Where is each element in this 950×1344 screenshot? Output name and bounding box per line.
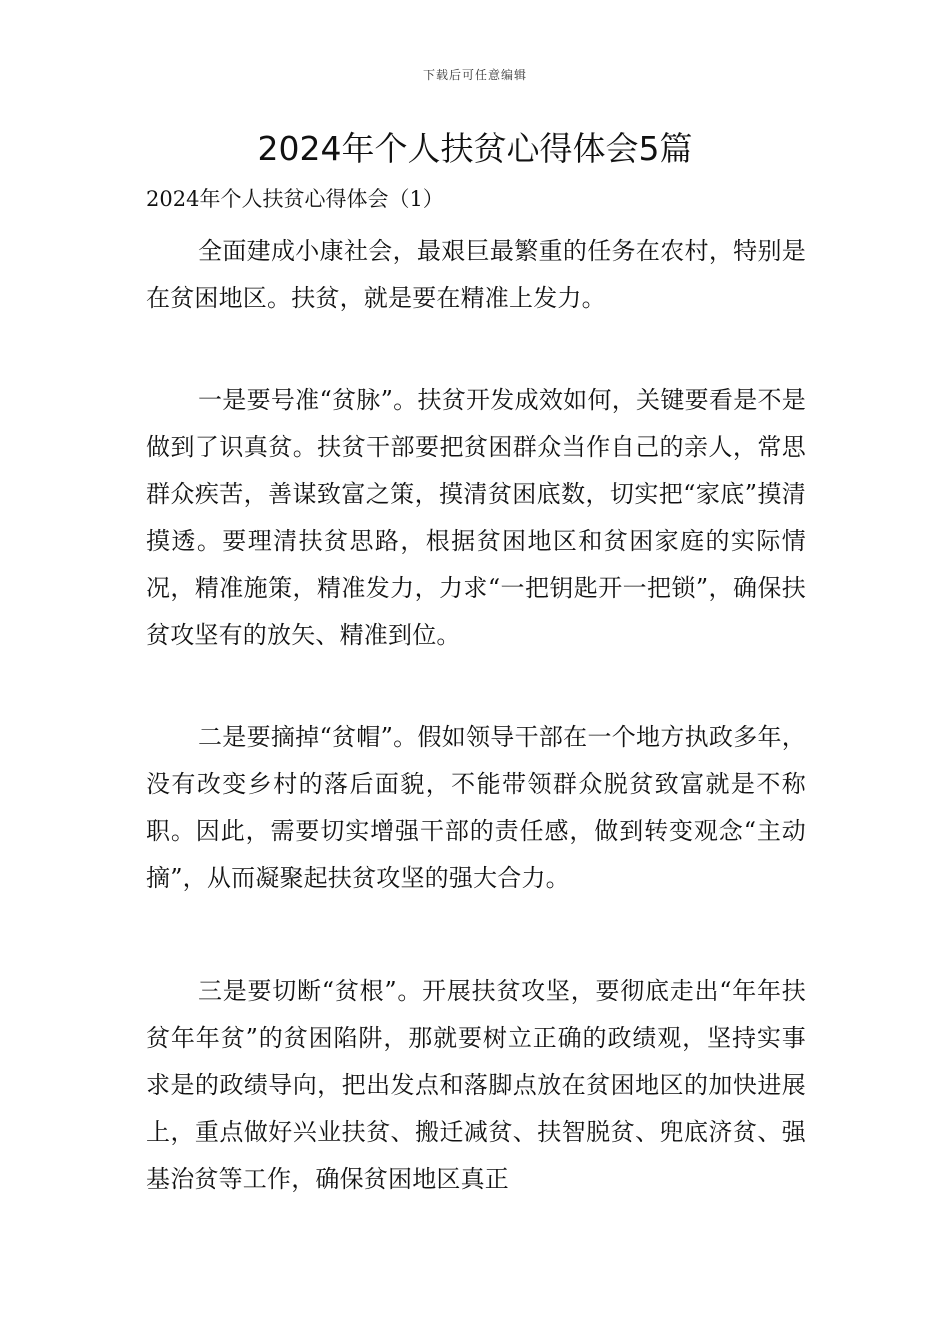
paragraph-text: 一是要号准“贫脉”。扶贫开发成效如何，关键要看是不是做到了识真贫。扶贫干部要把贫困群众当作自己的亲人，常思群众疾苦，善谋致富之策，摸清贫困底数，切实把“家底”摸清摸透。要理清扶贫思路，根据贫困地区和贫困家庭的实际情况，精准施策，精准发力，力求“一把钥匙开一把锁”，确保扶贫攻坚有的放矢、精准到位。 — [146, 386, 806, 649]
paragraph-text: 全面建成小康社会，最艰巨最繁重的任务在农村，特别是在贫困地区。扶贫，就是要在精准上发力。 — [146, 237, 806, 312]
section-heading: 2024年个人扶贫心得体会（1） — [146, 187, 444, 211]
paragraph-text: 二是要摘掉“贫帽”。假如领导干部在一个地方执政多年，没有改变乡村的落后面貌，不能带领群众脱贫致富就是不称职。因此，需要切实增强干部的责任感，做到转变观念“主动摘”，从而凝聚起扶贫攻坚的强大合力。 — [146, 723, 806, 892]
document-title: 2024年个人扶贫心得体会5篇 — [257, 129, 693, 168]
paragraph-point-three — [146, 968, 806, 1203]
paragraph-point-one — [146, 377, 806, 659]
paragraph-intro — [146, 228, 806, 322]
paragraph-point-two — [146, 714, 806, 902]
header-note: 下载后可任意编辑 — [422, 68, 527, 82]
paragraph-text: 三是要切断“贫根”。开展扶贫攻坚，要彻底走出“年年扶贫年年贫”的贫困陷阱，那就要树立正确的政绩观，坚持实事求是的政绩导向，把出发点和落脚点放在贫困地区的加快进展上，重点做好兴业扶贫、搬迁减贫、扶智脱贫、兜底济贫、强基治贫等工作，确保贫困地区真正 — [146, 977, 806, 1193]
